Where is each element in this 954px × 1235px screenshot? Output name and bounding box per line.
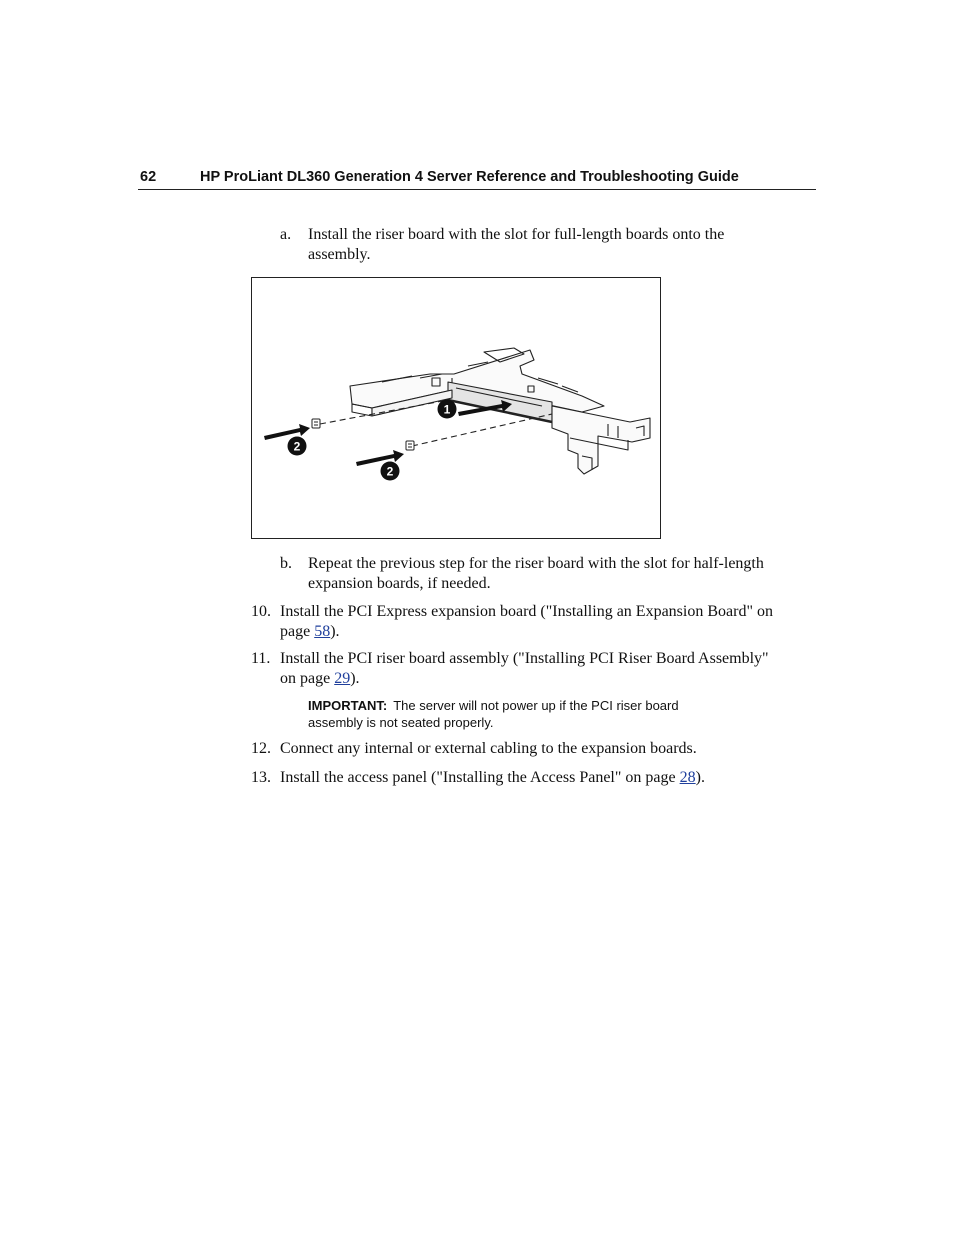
step-marker: a. (280, 226, 292, 243)
page-number: 62 (140, 169, 157, 185)
step-text (308, 225, 724, 264)
step-marker: 13. (251, 769, 271, 786)
step-marker: 11. (251, 650, 271, 667)
important-label: IMPORTANT: (308, 698, 388, 713)
step-13 (251, 768, 816, 788)
riser-assembly-drawing (252, 278, 662, 540)
step-b (280, 554, 810, 594)
step-11 (251, 649, 816, 689)
step-line (280, 669, 769, 689)
step-line: Install the riser board with the slot for full-length boards onto the (308, 226, 725, 243)
callout-2a: 2 (293, 439, 301, 454)
step-line: Install the PCI Express expansion board ("Installing an Expansion Board" on (280, 603, 773, 620)
important-text: The server will not power up if the PCI riser board (393, 698, 679, 713)
step-line: assembly. (308, 245, 371, 263)
step-text: Connect any internal or external cabling to the expansion boards. (280, 740, 697, 757)
callout-1: 1 (443, 402, 451, 417)
page-link-58[interactable]: 58 (314, 622, 331, 640)
step-line (280, 622, 773, 642)
callout-2b: 2 (386, 464, 394, 479)
step-marker: 12. (251, 740, 271, 757)
step-marker: 10. (251, 603, 271, 620)
important-text: assembly is not seated properly. (308, 715, 494, 730)
step-line: Install the PCI riser board assembly ("Installing PCI Riser Board Assembly" (280, 650, 769, 667)
step-line: expansion boards, if needed. (308, 574, 491, 592)
text-suffix: ). (330, 622, 340, 640)
step-a (280, 225, 800, 265)
step-line: Repeat the previous step for the riser board with the slot for half-length (308, 555, 764, 572)
guide-title: HP ProLiant DL360 Generation 4 Server Reference and Troubleshooting Guide (200, 169, 739, 185)
step-text (280, 602, 773, 641)
step-text (308, 554, 764, 593)
step-text (280, 768, 705, 788)
step-text (280, 649, 769, 688)
important-line (308, 697, 748, 714)
step-10 (251, 602, 816, 642)
text-prefix: Install the access panel ("Installing the Access Panel" on page (280, 769, 680, 786)
text-prefix: on page (280, 669, 335, 687)
page-link-29[interactable]: 29 (334, 669, 351, 687)
riser-board-illustration (251, 277, 661, 539)
running-header (138, 168, 816, 190)
important-note (308, 697, 748, 731)
text-suffix: ). (350, 669, 360, 687)
page-link-28[interactable]: 28 (679, 769, 696, 786)
text-prefix: page (280, 622, 315, 640)
step-marker: b. (280, 555, 292, 572)
text-suffix: ). (695, 769, 705, 786)
step-12 (251, 739, 816, 759)
